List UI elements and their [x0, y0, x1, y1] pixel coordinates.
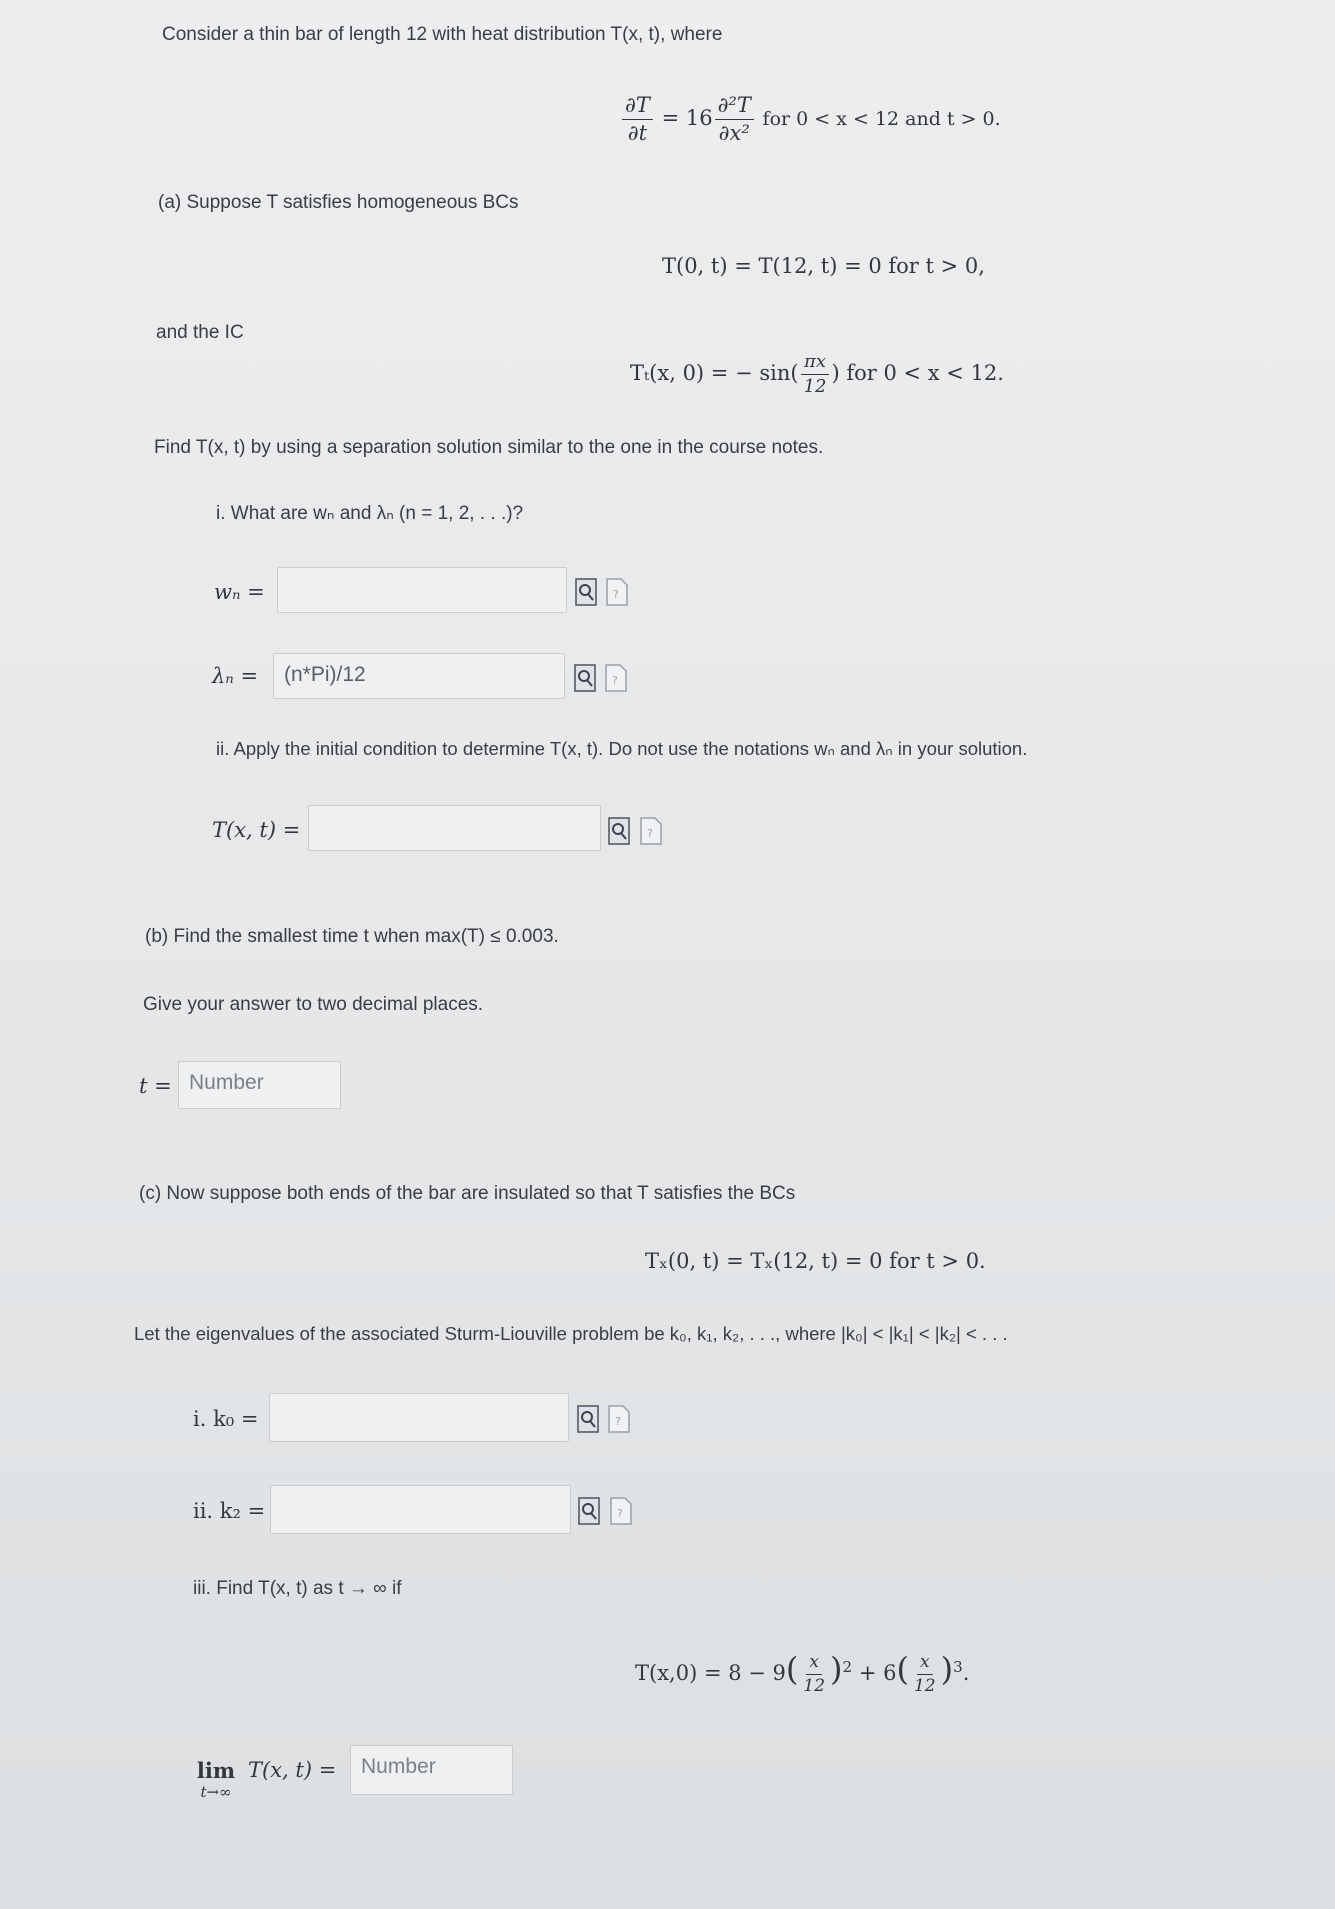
part-b-heading: (b) Find the smallest time t when max(T) ≤ 0.003. [145, 926, 559, 947]
ic-den: 12 [803, 375, 827, 397]
k2-label: ii. k₂ = [193, 1499, 266, 1523]
lim-bot: t→∞ [200, 1783, 232, 1801]
help-icon[interactable] [610, 1497, 632, 1525]
preview-icon[interactable] [608, 817, 630, 845]
T-label: T(x, t) = [212, 818, 301, 842]
part-c-ic-a: T(x,0) = 8 − 9 [635, 1661, 786, 1685]
preview-icon[interactable] [578, 1497, 600, 1525]
svg-text:?: ? [613, 588, 619, 601]
find-instruction: Find T(x, t) by using a separation solution similar to the one in the course notes. [154, 437, 824, 458]
limit-rhs: T(x, t) = [248, 1758, 337, 1782]
question-iii: iii. Find T(x, t) as t → ∞ if [193, 1578, 402, 1599]
lambda-input[interactable] [273, 653, 565, 699]
t-placeholder: Number [189, 1071, 264, 1094]
question-ii: ii. Apply the initial condition to determine T(x, t). Do not use the notations wₙ and λₙ in your solution. [216, 738, 1028, 759]
eigenvalue-text: Let the eigenvalues of the associated Sturm-Liouville problem be k₀, k₁, k₂, . . ., where |k₀| < |k₁| < |k₂| < . . . [134, 1323, 1008, 1344]
pde-rhs-num: ∂²T [715, 94, 754, 120]
k0-input[interactable] [269, 1393, 569, 1442]
help-icon[interactable] [606, 578, 628, 606]
preview-icon[interactable] [574, 664, 596, 692]
intro-text: Consider a thin bar of length 12 with heat distribution T(x, t), where [162, 24, 723, 45]
t-label: t = [139, 1074, 172, 1098]
ic-right: ) for 0 < x < 12. [831, 360, 1004, 385]
preview-icon[interactable] [575, 578, 597, 606]
part-c-ic: T(x,0) = 8 − 9( $\frac{x}{12}$ )$^2$ + 6( $\frac{x}{12}$ )$^3$. [635, 1650, 970, 1696]
part-c-heading: (c) Now suppose both ends of the bar are insulated so that T satisfies the BCs [139, 1183, 796, 1204]
ic-left: Tₜ(x, 0) = − sin( [630, 360, 799, 385]
k0-label: i. k₀ = [193, 1407, 259, 1431]
limit-operator [186, 1758, 246, 1801]
part-b-instruction: Give your answer to two decimal places. [143, 994, 484, 1015]
pde-rhs-den: ∂x² [718, 121, 750, 146]
help-icon[interactable] [640, 817, 662, 845]
part-c-ic-b: + 6 [858, 1661, 897, 1685]
svg-text:?: ? [612, 674, 618, 687]
lambda-value: (n*Pi)/12 [284, 663, 366, 686]
pde-equation [620, 94, 1001, 145]
svg-text:?: ? [647, 827, 653, 840]
pde-lhs-den: ∂t [627, 121, 648, 146]
T-input[interactable] [308, 805, 601, 851]
limit-placeholder: Number [361, 1755, 436, 1778]
svg-text:?: ? [617, 1507, 623, 1520]
k2-input[interactable] [270, 1485, 571, 1534]
part-a-heading: (a) Suppose T satisfies homogeneous BCs [158, 192, 519, 213]
lim-top: lim [196, 1758, 236, 1783]
preview-icon[interactable] [577, 1405, 599, 1433]
ic-num: πx [801, 352, 829, 375]
part-a-ic [630, 352, 1004, 397]
wn-label: wₙ = [214, 580, 265, 604]
wn-input[interactable] [277, 567, 567, 613]
part-a-bc: T(0, t) = T(12, t) = 0 for t > 0, [662, 254, 985, 278]
help-icon[interactable] [605, 664, 627, 692]
part-c-bc: Tₓ(0, t) = Tₓ(12, t) = 0 for t > 0. [645, 1249, 986, 1273]
t-input[interactable] [178, 1061, 341, 1109]
pde-cond: for 0 < x < 12 and t > 0. [762, 108, 1001, 131]
pde-eq: = 16 [661, 106, 713, 131]
lambda-label: λₙ = [212, 664, 259, 688]
question-i: i. What are wₙ and λₙ (n = 1, 2, . . .)? [216, 503, 524, 524]
limit-input[interactable] [350, 1745, 513, 1795]
svg-text:?: ? [615, 1415, 621, 1428]
pde-lhs-num: ∂T [622, 94, 653, 120]
help-icon[interactable] [608, 1405, 630, 1433]
ic-label: and the IC [156, 322, 244, 343]
